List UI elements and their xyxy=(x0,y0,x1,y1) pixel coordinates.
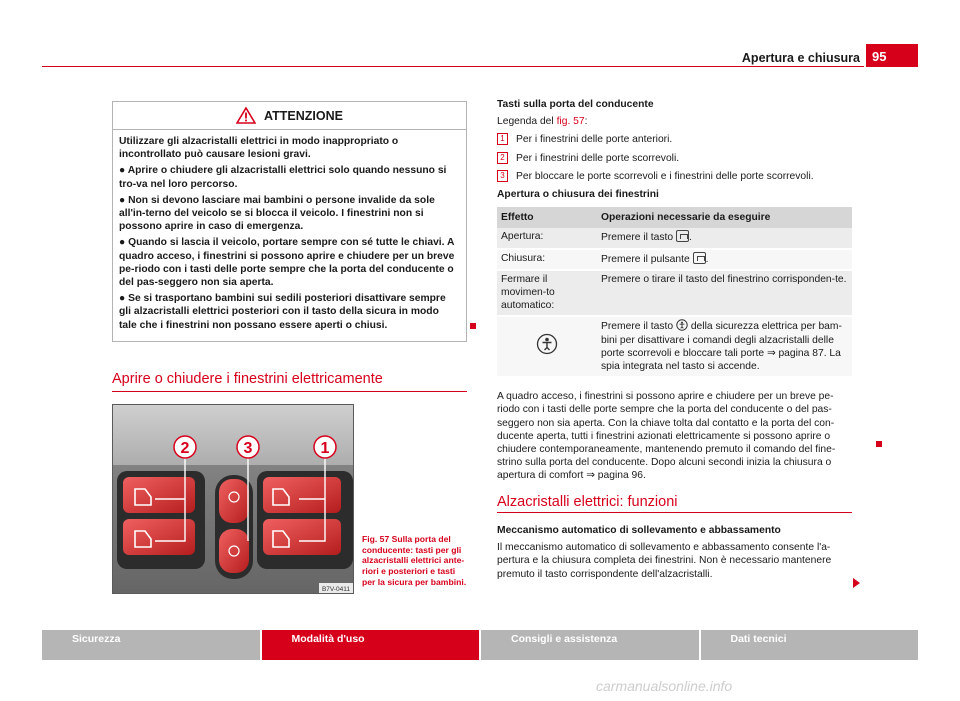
table-cell-effect: Chiusura: xyxy=(497,249,597,270)
table-cell-action xyxy=(597,316,852,377)
warning-body xyxy=(113,130,466,341)
action-text: Premere il tasto xyxy=(601,321,676,333)
figure-code: B7V-0411 xyxy=(321,586,351,593)
table-cell-action: Premere o tirare il tasto del finestrino corrisponden-te. xyxy=(597,270,852,317)
legend-prefix: Legenda del xyxy=(497,116,557,128)
table-row xyxy=(497,228,852,248)
warning-bullet: ● Quando si lascia il veicolo, portare sempre con sé tutte le chiavi. A quadro acceso, i finestrini si possono aprire e chiudere per un breve pe-riodo con i tasti delle porte sempre che la porta del conducente o del pas-seggero non sia aperta. xyxy=(119,237,455,289)
table-cell-effect: Fermare il movimen-to automatico: xyxy=(497,270,597,317)
callout-3: 3 xyxy=(243,440,253,457)
subsection-heading: Tasti sulla porta del conducente xyxy=(497,99,654,110)
legend-suffix: : xyxy=(584,116,588,128)
table-cell-action xyxy=(597,249,852,270)
window-switch-illustration xyxy=(113,405,354,594)
window-switch-icon xyxy=(693,252,706,264)
action-end: . xyxy=(688,232,692,244)
table-header-row xyxy=(497,207,852,228)
table-header: Effetto xyxy=(497,207,597,228)
footer-tab-modalita-uso[interactable]: Modalità d'uso xyxy=(262,630,480,660)
legend-item xyxy=(497,170,852,183)
section-title: Alzacristalli elettrici: funzioni xyxy=(497,494,678,510)
footer-tab-consigli[interactable]: Consigli e assistenza xyxy=(481,630,699,660)
footer-tab-dati-tecnici[interactable]: Dati tecnici xyxy=(701,630,919,660)
legend-number: 1 xyxy=(497,133,508,145)
table-header: Operazioni necessarie da eseguire xyxy=(597,207,852,228)
continue-arrow-icon xyxy=(853,578,860,588)
footer-nav xyxy=(42,630,918,660)
right-column xyxy=(497,98,852,483)
page-number: 95 xyxy=(866,44,918,67)
action-end: della sicurezza elettrica per bam-bini per disattivare i comandi degli alzacristalli delle porte scorrevoli e bloccare tali porte ⇒ pagina 87. La spia integrata nel tasto si accende. xyxy=(601,321,842,373)
action-text: Premere il pulsante xyxy=(601,253,693,265)
legend-text: Per bloccare le porte scorrevoli e i finestrini delle porte scorrevoli. xyxy=(516,170,814,182)
table-cell-effect xyxy=(497,316,597,377)
legend-text: Per i finestrini delle porte anteriori. xyxy=(516,134,673,146)
figure-caption: Fig. 57 Sulla porta del conducente: tasti per gli alzacristalli elettrici ante-riori e posteriori e tasti per la sicura per bambini. xyxy=(362,534,467,587)
table-row xyxy=(497,270,852,317)
figure-link[interactable]: fig. 57 xyxy=(556,116,585,128)
watermark: carmanualsonline.info xyxy=(596,678,733,694)
figure-door-switches xyxy=(112,404,354,594)
legend-intro xyxy=(497,115,852,128)
section-title: Aprire o chiudere i finestrini elettricamente xyxy=(112,371,383,387)
legend-item xyxy=(497,133,852,146)
warning-bullet: ● Aprire o chiudere gli alzacristalli elettrici solo quando nessuno si tro-va nel loro percorso. xyxy=(119,165,447,190)
warning-title: ATTENZIONE xyxy=(264,108,343,123)
warning-triangle-icon xyxy=(236,107,256,124)
section-end-marker xyxy=(876,441,882,447)
action-end: . xyxy=(705,253,709,265)
footer-tab-sicurezza[interactable]: Sicurezza xyxy=(42,630,260,660)
legend-number: 2 xyxy=(497,152,508,164)
legend-number: 3 xyxy=(497,170,508,182)
warning-header xyxy=(113,102,466,130)
action-text: Premere il tasto xyxy=(601,232,676,244)
warning-paragraph: Utilizzare gli alzacristalli elettrici in modo inappropriato o incontrollato può causare lesioni gravi. xyxy=(119,136,399,161)
legend-item xyxy=(497,152,852,165)
child-lock-icon xyxy=(676,319,688,331)
window-switch-icon xyxy=(676,230,689,242)
table-cell-effect: Apertura: xyxy=(497,228,597,248)
body-paragraph: Il meccanismo automatico di sollevamento e abbassamento consente l'a-pertura e la chiusura completa dei finestrini. Non è necessario mantenere premuto il tasto corrispondente dell'alzacristalli. xyxy=(497,542,832,580)
warning-box xyxy=(112,101,467,342)
warning-bullet: ● Non si devono lasciare mai bambini o persone invalide da sole all'in-terno del veicolo se si blocca il veicolo. I finestrini non si possono aprire in caso di emergenza. xyxy=(119,194,435,233)
body-paragraph: A quadro acceso, i finestrini si possono aprire e chiudere per un breve pe-riodo con i tasti delle porte sempre che la porta del conducente o del pas-seggero non sia aperta. Con la chiave tolta dal contatto e la porta del con-ducente aperta, tutti i finestrini azionati elettricamente si possono aprire o chiudere contemporaneamente, mantenendo premuto il comando del fine-strino sulla porta del conducente. Dopo alcuni secondi inizia la chiusura o apertura di comfort ⇒ pagina 96. xyxy=(497,391,836,482)
section-end-marker xyxy=(470,323,476,329)
legend-text: Per i finestrini delle porte scorrevoli. xyxy=(516,152,680,164)
table-row xyxy=(497,249,852,270)
page-header-title: Apertura e chiusura xyxy=(741,51,860,65)
child-lock-icon xyxy=(536,333,558,355)
callout-2: 2 xyxy=(180,440,190,457)
section-rule xyxy=(497,512,852,513)
section-rule xyxy=(112,391,467,392)
callout-1: 1 xyxy=(320,440,330,457)
effects-table xyxy=(497,207,852,378)
table-row xyxy=(497,316,852,377)
header-rule xyxy=(42,66,864,67)
warning-bullet: ● Se si trasportano bambini sui sedili posteriori disattivare sempre gli alzacristalli elettrici posteriori con il tasto della sicura in modo tale che i finestrini non possano essere aperti o chiusi. xyxy=(119,293,446,331)
table-cell-action xyxy=(597,228,852,248)
section2-body xyxy=(497,524,852,581)
subsection-heading: Meccanismo automatico di sollevamento e abbassamento xyxy=(497,525,781,536)
table-heading: Apertura o chiusura dei finestrini xyxy=(497,189,659,201)
